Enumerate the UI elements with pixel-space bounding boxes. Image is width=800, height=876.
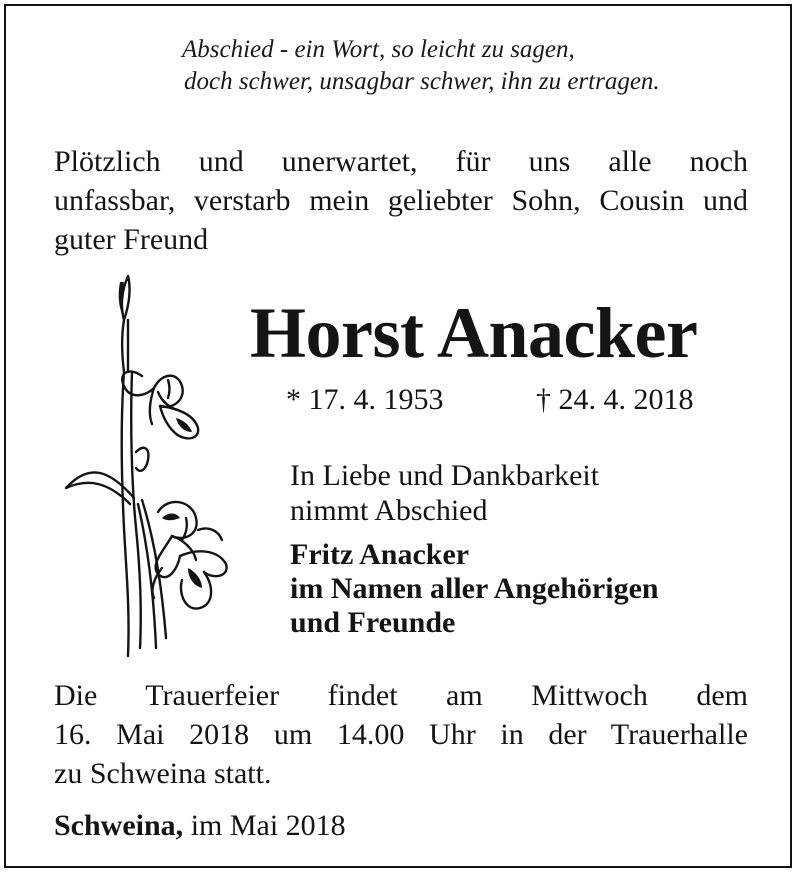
signer-line-2: im Namen aller Angehörigen [290,572,659,605]
intro-paragraph [54,142,748,259]
birth-date: * 17. 4. 1953 [286,383,444,416]
farewell-line-2: nimmt Abschied [290,494,488,527]
farewell-poem [182,34,772,98]
signer-line-1: Fritz Anacker [290,538,470,571]
ceremony-line-3: zu Schweina statt. [54,757,272,790]
signer-line-3: und Freunde [290,606,456,639]
poem-line-1: Abschied - ein Wort, so leicht zu sagen, [182,36,575,63]
farewell-text [290,458,750,528]
ceremony-line-2: 16. Mai 2018 um 14.00 Uhr in der Trauerhalle [54,718,748,751]
death-date: † 24. 4. 2018 [536,383,694,416]
signers [290,538,750,640]
closing-date: im Mai 2018 [190,809,346,842]
iris-flower-icon [58,268,248,660]
closing-line [54,806,346,846]
farewell-line-1: In Liebe und Dankbarkeit [290,459,600,492]
intro-line-3: guter Freund [54,223,209,256]
ceremony-paragraph [54,676,748,793]
closing-place: Schweina, [54,809,184,842]
poem-line-2: doch schwer, unsagbar schwer, ihn zu ertragen. [184,68,660,95]
intro-line-2: unfassbar, verstarb mein geliebter Sohn, Cousin und [54,184,748,217]
intro-line-1: Plötzlich und unerwartet, für uns alle noch [54,145,748,178]
deceased-name: Horst Anacker [250,293,698,373]
ceremony-line-1: Die Trauerfeier findet am Mittwoch dem [54,679,748,712]
obituary-notice [4,4,792,868]
